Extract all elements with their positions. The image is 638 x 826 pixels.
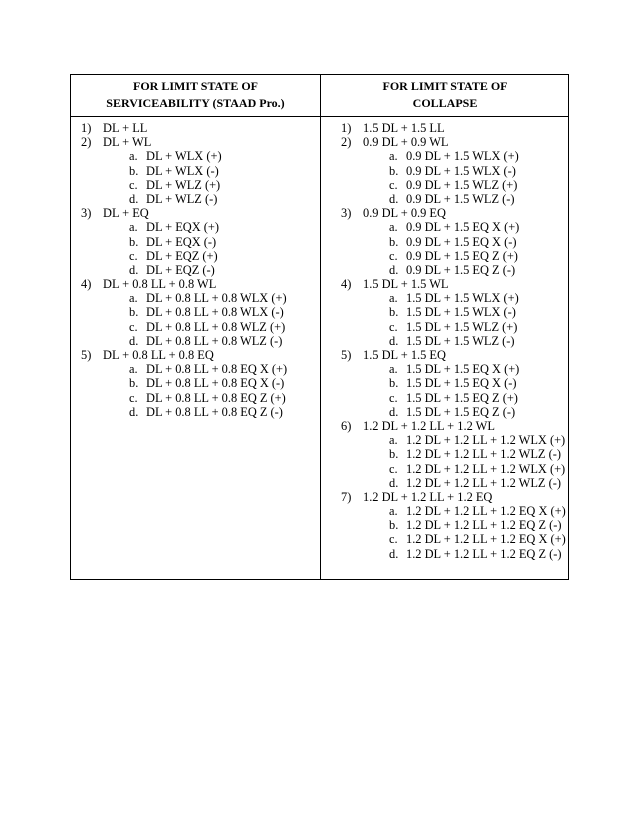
- sub-combination-text: 1.5 DL + 1.5 WLZ (-): [406, 333, 515, 348]
- sub-combination-text: 0.9 DL + 1.5 WLX (+): [406, 149, 519, 164]
- serviceability-list: [81, 121, 287, 419]
- collapse-sub-combination: [341, 263, 566, 277]
- sub-combination-text: DL + WLX (+): [146, 149, 222, 164]
- sub-combination-letter: a.: [129, 149, 138, 164]
- sub-combination-text: 0.9 DL + 1.5 EQ Z (+): [406, 248, 518, 263]
- sub-combination-text: DL + 0.8 LL + 0.8 EQ X (+): [146, 362, 288, 377]
- combination-text: DL + 0.8 LL + 0.8 WL: [103, 277, 217, 292]
- sub-combination-letter: b.: [129, 234, 139, 249]
- sub-combination-letter: d.: [129, 262, 139, 277]
- collapse-combination: [341, 121, 566, 135]
- collapse-combination: [341, 490, 566, 504]
- sub-combination-letter: c.: [389, 177, 398, 192]
- collapse-header: [321, 78, 569, 114]
- combination-number: 4): [341, 277, 352, 292]
- sub-combination-letter: a.: [389, 220, 398, 235]
- combination-number: 4): [81, 277, 92, 292]
- sub-combination-text: DL + 0.8 LL + 0.8 WLZ (-): [146, 333, 283, 348]
- combination-number: 7): [341, 489, 352, 504]
- collapse-header-line1: FOR LIMIT STATE OF: [382, 79, 508, 93]
- serviceability-header-line2: SERVICEABILITY (STAAD Pro.): [106, 96, 285, 110]
- sub-combination-text: DL + EQX (-): [146, 234, 217, 249]
- sub-combination-letter: d.: [389, 262, 399, 277]
- serviceability-combination: [81, 135, 287, 149]
- combination-text: 1.5 DL + 1.5 LL: [363, 121, 445, 135]
- sub-combination-text: 0.9 DL + 1.5 WLZ (+): [406, 177, 518, 192]
- sub-combination-letter: b.: [389, 305, 399, 320]
- collapse-sub-combination: [341, 547, 566, 561]
- collapse-sub-combination: [341, 433, 566, 447]
- sub-combination-letter: c.: [129, 390, 138, 405]
- sub-combination-text: DL + EQZ (-): [146, 262, 215, 277]
- collapse-sub-combination: [341, 291, 566, 305]
- collapse-combination: [341, 277, 566, 291]
- combination-number: 6): [341, 418, 352, 433]
- combination-text: 1.5 DL + 1.5 EQ: [363, 348, 446, 362]
- sub-combination-text: DL + 0.8 LL + 0.8 EQ Z (+): [146, 390, 286, 405]
- sub-combination-letter: b.: [389, 518, 399, 533]
- collapse-header-line2: COLLAPSE: [412, 96, 478, 110]
- combination-text: 0.9 DL + 0.9 EQ: [363, 206, 446, 221]
- sub-combination-letter: b.: [389, 447, 399, 462]
- sub-combination-letter: d.: [129, 191, 139, 206]
- sub-combination-letter: b.: [389, 163, 399, 178]
- sub-combination-letter: c.: [129, 248, 138, 263]
- serviceability-combination: [81, 121, 287, 135]
- sub-combination-text: 1.2 DL + 1.2 LL + 1.2 EQ Z (-): [406, 518, 562, 533]
- sub-combination-text: 1.5 DL + 1.5 WLX (-): [406, 305, 516, 320]
- sub-combination-letter: b.: [129, 376, 139, 391]
- combination-text: DL + LL: [103, 121, 148, 135]
- collapse-sub-combination: [341, 391, 566, 405]
- sub-combination-text: DL + EQZ (+): [146, 248, 218, 263]
- sub-combination-text: 1.5 DL + 1.5 EQ Z (-): [406, 404, 516, 419]
- load-combination-table: [70, 74, 569, 580]
- collapse-sub-combination: [341, 518, 566, 532]
- collapse-sub-combination: [341, 320, 566, 334]
- sub-combination-letter: d.: [129, 333, 139, 348]
- sub-combination-letter: c.: [129, 319, 138, 334]
- sub-combination-text: DL + 0.8 LL + 0.8 WLZ (+): [146, 319, 286, 334]
- sub-combination-letter: c.: [389, 390, 398, 405]
- sub-combination-text: DL + 0.8 LL + 0.8 WLX (+): [146, 291, 287, 306]
- combination-number: 5): [341, 348, 352, 362]
- collapse-sub-combination: [341, 504, 566, 518]
- serviceability-sub-combination: [81, 376, 287, 390]
- sub-combination-text: 0.9 DL + 1.5 EQ Z (-): [406, 262, 516, 277]
- serviceability-header-line1: FOR LIMIT STATE OF: [132, 79, 259, 93]
- serviceability-sub-combination: [81, 178, 287, 192]
- serviceability-sub-combination: [81, 164, 287, 178]
- sub-combination-text: 0.9 DL + 1.5 EQ X (-): [406, 234, 517, 249]
- collapse-sub-combination: [341, 476, 566, 490]
- sub-combination-text: 1.2 DL + 1.2 LL + 1.2 WLZ (-): [406, 475, 561, 490]
- collapse-sub-combination: [341, 149, 566, 163]
- collapse-sub-combination: [341, 447, 566, 461]
- sub-combination-letter: c.: [389, 461, 398, 476]
- sub-combination-letter: a.: [389, 433, 398, 448]
- combination-text: 1.5 DL + 1.5 WL: [363, 277, 449, 292]
- sub-combination-letter: d.: [389, 475, 399, 490]
- sub-combination-letter: b.: [389, 234, 399, 249]
- sub-combination-text: 1.2 DL + 1.2 LL + 1.2 EQ X (+): [406, 504, 566, 519]
- serviceability-sub-combination: [81, 263, 287, 277]
- combination-text: 0.9 DL + 0.9 WL: [363, 135, 449, 150]
- serviceability-sub-combination: [81, 249, 287, 263]
- sub-combination-text: DL + 0.8 LL + 0.8 WLX (-): [146, 305, 284, 320]
- serviceability-sub-combination: [81, 405, 287, 419]
- serviceability-sub-combination: [81, 220, 287, 234]
- sub-combination-text: 1.5 DL + 1.5 EQ Z (+): [406, 390, 518, 405]
- collapse-list: [341, 121, 566, 561]
- sub-combination-letter: d.: [389, 333, 399, 348]
- collapse-sub-combination: [341, 235, 566, 249]
- combination-number: 3): [81, 206, 92, 221]
- sub-combination-letter: d.: [389, 546, 399, 561]
- sub-combination-text: DL + WLZ (-): [146, 191, 218, 206]
- sub-combination-letter: a.: [129, 220, 138, 235]
- serviceability-sub-combination: [81, 149, 287, 163]
- combination-number: 3): [341, 206, 352, 221]
- sub-combination-letter: b.: [129, 305, 139, 320]
- serviceability-sub-combination: [81, 334, 287, 348]
- serviceability-combination: [81, 277, 287, 291]
- sub-combination-letter: c.: [389, 532, 398, 547]
- collapse-sub-combination: [341, 192, 566, 206]
- collapse-sub-combination: [341, 462, 566, 476]
- combination-text: DL + 0.8 LL + 0.8 EQ: [103, 348, 214, 362]
- sub-combination-letter: c.: [389, 248, 398, 263]
- sub-combination-text: 1.5 DL + 1.5 EQ X (+): [406, 362, 520, 377]
- sub-combination-letter: d.: [389, 191, 399, 206]
- sub-combination-text: 1.2 DL + 1.2 LL + 1.2 WLX (+): [406, 461, 566, 476]
- collapse-combination: [341, 206, 566, 220]
- collapse-combination: [341, 135, 566, 149]
- collapse-sub-combination: [341, 532, 566, 546]
- collapse-sub-combination: [341, 362, 566, 376]
- collapse-sub-combination: [341, 405, 566, 419]
- serviceability-combination: [81, 348, 287, 362]
- header-divider: [71, 116, 568, 117]
- serviceability-sub-combination: [81, 235, 287, 249]
- sub-combination-letter: c.: [129, 177, 138, 192]
- combination-number: 2): [341, 135, 352, 150]
- sub-combination-text: 0.9 DL + 1.5 EQ X (+): [406, 220, 520, 235]
- sub-combination-letter: d.: [129, 404, 139, 419]
- sub-combination-text: 1.5 DL + 1.5 EQ X (-): [406, 376, 517, 391]
- sub-combination-letter: b.: [129, 163, 139, 178]
- sub-combination-text: 1.2 DL + 1.2 LL + 1.2 WLZ (-): [406, 447, 561, 462]
- collapse-sub-combination: [341, 376, 566, 390]
- combination-number: 1): [81, 121, 92, 135]
- sub-combination-letter: a.: [389, 362, 398, 377]
- sub-combination-text: DL + WLX (-): [146, 163, 219, 178]
- serviceability-sub-combination: [81, 305, 287, 319]
- column-divider: [320, 75, 321, 579]
- sub-combination-text: 1.2 DL + 1.2 LL + 1.2 EQ Z (-): [406, 546, 562, 561]
- collapse-combination: [341, 348, 566, 362]
- serviceability-combination: [81, 206, 287, 220]
- collapse-sub-combination: [341, 334, 566, 348]
- sub-combination-text: DL + 0.8 LL + 0.8 EQ Z (-): [146, 404, 283, 419]
- sub-combination-text: DL + 0.8 LL + 0.8 EQ X (-): [146, 376, 285, 391]
- collapse-sub-combination: [341, 220, 566, 234]
- serviceability-sub-combination: [81, 291, 287, 305]
- sub-combination-text: 1.5 DL + 1.5 WLX (+): [406, 291, 519, 306]
- serviceability-header: [71, 78, 320, 114]
- combination-number: 2): [81, 135, 92, 150]
- sub-combination-letter: a.: [389, 504, 398, 519]
- serviceability-sub-combination: [81, 192, 287, 206]
- collapse-sub-combination: [341, 305, 566, 319]
- sub-combination-letter: d.: [389, 404, 399, 419]
- collapse-combination: [341, 419, 566, 433]
- serviceability-sub-combination: [81, 391, 287, 405]
- sub-combination-letter: c.: [389, 319, 398, 334]
- combination-text: 1.2 DL + 1.2 LL + 1.2 EQ: [363, 489, 493, 504]
- serviceability-sub-combination: [81, 320, 287, 334]
- sub-combination-text: 0.9 DL + 1.5 WLX (-): [406, 163, 516, 178]
- sub-combination-text: 0.9 DL + 1.5 WLZ (-): [406, 191, 515, 206]
- sub-combination-text: DL + WLZ (+): [146, 177, 221, 192]
- sub-combination-text: DL + EQX (+): [146, 220, 220, 235]
- sub-combination-letter: a.: [129, 362, 138, 377]
- collapse-sub-combination: [341, 249, 566, 263]
- sub-combination-letter: a.: [389, 149, 398, 164]
- sub-combination-letter: a.: [129, 291, 138, 306]
- combination-number: 5): [81, 348, 92, 362]
- sub-combination-text: 1.2 DL + 1.2 LL + 1.2 WLX (+): [406, 433, 566, 448]
- sub-combination-letter: b.: [389, 376, 399, 391]
- combination-number: 1): [341, 121, 352, 135]
- collapse-sub-combination: [341, 178, 566, 192]
- combination-text: DL + EQ: [103, 206, 149, 221]
- sub-combination-text: 1.2 DL + 1.2 LL + 1.2 EQ X (+): [406, 532, 566, 547]
- collapse-sub-combination: [341, 164, 566, 178]
- serviceability-sub-combination: [81, 362, 287, 376]
- combination-text: DL + WL: [103, 135, 152, 150]
- sub-combination-text: 1.5 DL + 1.5 WLZ (+): [406, 319, 518, 334]
- combination-text: 1.2 DL + 1.2 LL + 1.2 WL: [363, 418, 495, 433]
- sub-combination-letter: a.: [389, 291, 398, 306]
